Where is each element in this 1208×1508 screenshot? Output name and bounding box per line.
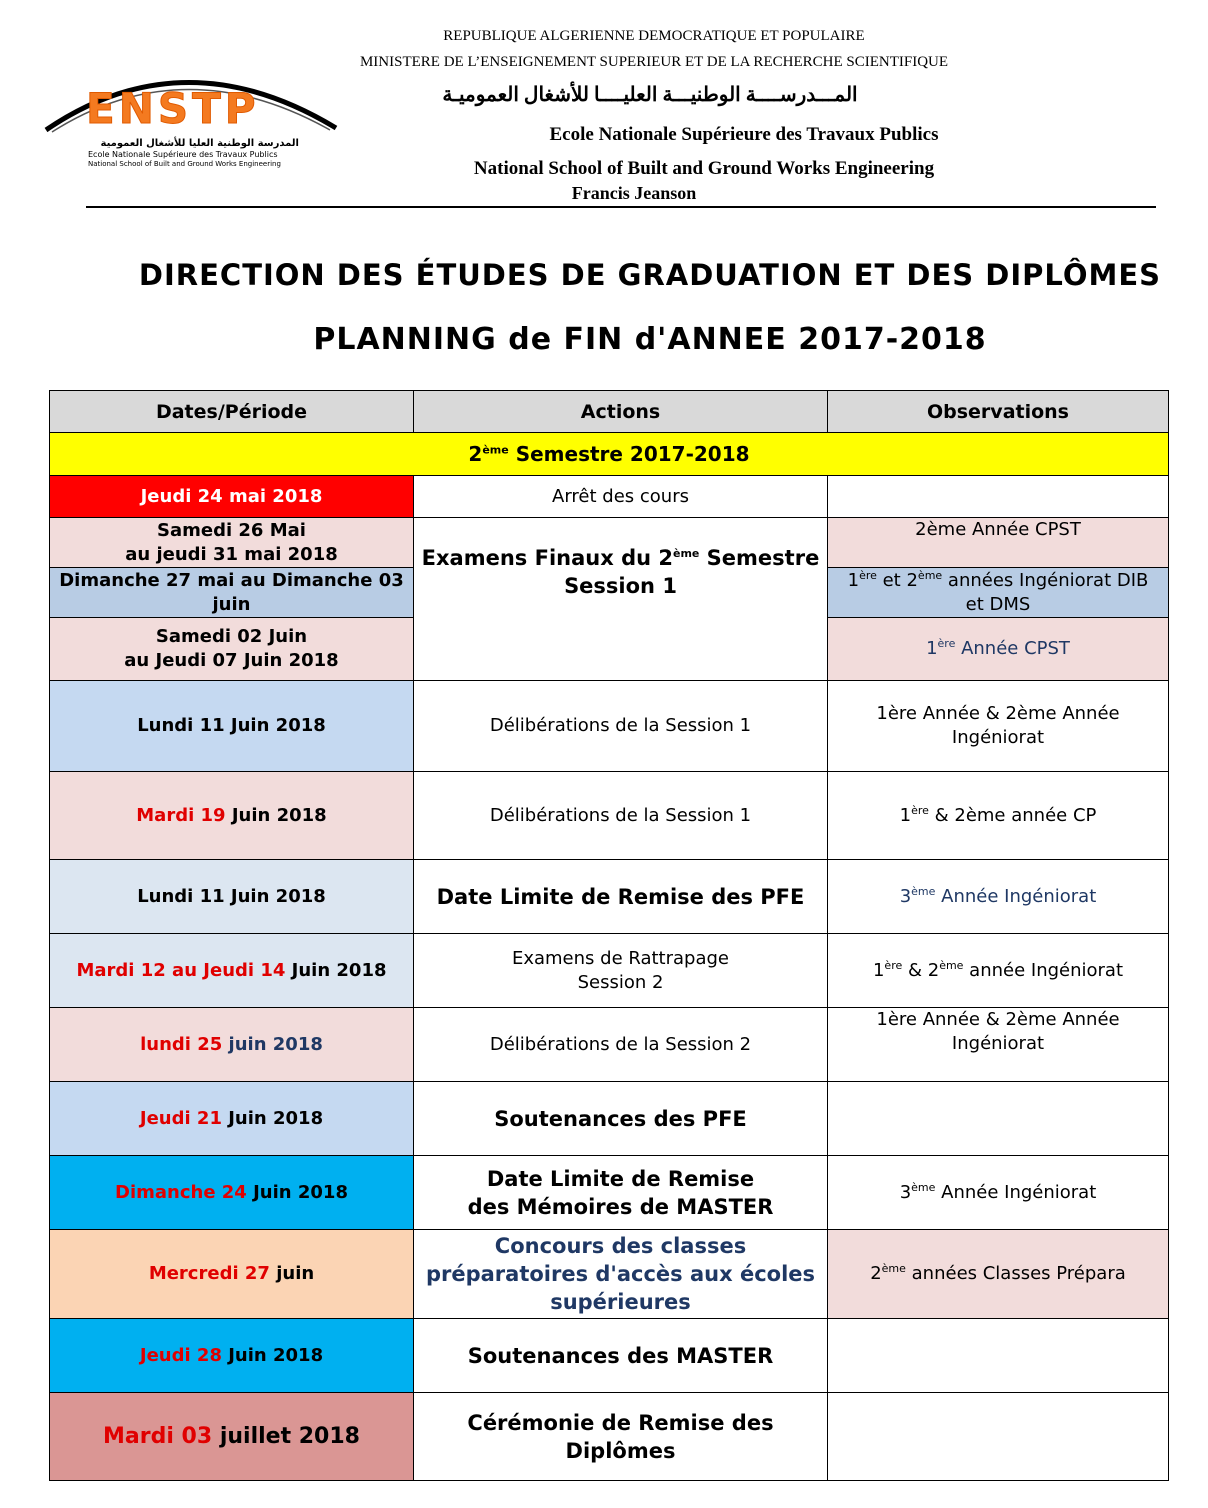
logo-english: National School of Built and Ground Works Engineering bbox=[88, 160, 281, 168]
logo-french: Ecole Nationale Supérieure des Travaux Publics bbox=[88, 150, 278, 159]
table-row bbox=[50, 1393, 1169, 1481]
action-cell: Soutenances des MASTER bbox=[414, 1319, 828, 1393]
action-cell: Soutenances des PFE bbox=[414, 1082, 828, 1156]
date-cell: Mercredi 27 juin bbox=[50, 1230, 414, 1319]
obs-cell: 1ère & 2ème année CP bbox=[828, 772, 1169, 860]
table-row bbox=[50, 1230, 1169, 1319]
table-row bbox=[50, 860, 1169, 934]
school-name-english: National School of Built and Ground Works Engineering bbox=[473, 158, 935, 179]
col-header-actions: Actions bbox=[414, 391, 828, 433]
obs-cell: 2ème Année CPST bbox=[828, 518, 1169, 568]
ministry-line: MINISTERE DE L’ENSEIGNEMENT SUPERIEUR ET DE LA RECHERCHE SCIENTIFIQUE bbox=[359, 54, 949, 70]
table-row bbox=[50, 934, 1169, 1008]
logo-wordmark: ENSTP bbox=[86, 84, 260, 133]
semester-label: 2ème Semestre 2017-2018 bbox=[50, 433, 1169, 476]
action-cell: Délibérations de la Session 2 bbox=[414, 1008, 828, 1082]
school-name-french: Ecole Nationale Supérieure des Travaux Publics bbox=[549, 124, 939, 145]
direction-title: DIRECTION DES ÉTUDES DE GRADUATION ET DES DIPLÔMES bbox=[138, 258, 1162, 292]
date-cell: Dimanche 27 mai au Dimanche 03 juin bbox=[50, 568, 414, 618]
obs-cell bbox=[828, 1393, 1169, 1481]
planning-table bbox=[49, 390, 1169, 1481]
obs-cell: 3ème Année Ingéniorat bbox=[828, 860, 1169, 934]
exam-action-cell: Examens Finaux du 2ème Semestre Session 1 bbox=[414, 518, 828, 681]
obs-cell bbox=[828, 1082, 1169, 1156]
school-subname: Francis Jeanson bbox=[571, 183, 697, 203]
obs-cell: 1ère et 2ème années Ingéniorat DIB et DMS bbox=[828, 568, 1169, 618]
obs-cell: 3ème Année Ingéniorat bbox=[828, 1156, 1169, 1230]
action-cell: Concours des classes préparatoires d'accès aux écoles supérieures bbox=[414, 1230, 828, 1319]
semester-row bbox=[50, 433, 1169, 476]
table-row bbox=[50, 518, 1169, 568]
table-row bbox=[50, 1156, 1169, 1230]
planning-title: PLANNING de FIN d'ANNEE 2017-2018 bbox=[313, 322, 987, 357]
date-cell: Mardi 19 Juin 2018 bbox=[50, 772, 414, 860]
table-row bbox=[50, 772, 1169, 860]
date-cell: Mardi 12 au Jeudi 14 Juin 2018 bbox=[50, 934, 414, 1008]
obs-cell: 1ère Année & 2ème Année Ingéniorat bbox=[828, 1008, 1169, 1082]
republic-line: REPUBLIQUE ALGERIENNE DEMOCRATIQUE ET POPULAIRE bbox=[443, 28, 865, 44]
date-cell: Jeudi 21 Juin 2018 bbox=[50, 1082, 414, 1156]
obs-cell: 1ère Année CPST bbox=[828, 618, 1169, 681]
date-cell: Samedi 26 Mai au jeudi 31 mai 2018 bbox=[50, 518, 414, 568]
col-header-dates: Dates/Période bbox=[50, 391, 414, 433]
table-row bbox=[50, 681, 1169, 772]
date-cell: Dimanche 24 Juin 2018 bbox=[50, 1156, 414, 1230]
date-cell: Jeudi 28 Juin 2018 bbox=[50, 1319, 414, 1393]
logo-arabic: المدرسة الوطنية العليا للأشغال العمومية bbox=[100, 138, 299, 149]
obs-cell: 2ème années Classes Prépara bbox=[828, 1230, 1169, 1319]
obs-cell bbox=[828, 1319, 1169, 1393]
action-cell: Examens de Rattrapage Session 2 bbox=[414, 934, 828, 1008]
date-cell: Jeudi 24 mai 2018 bbox=[50, 476, 414, 518]
header-divider bbox=[86, 206, 1156, 208]
action-cell: Date Limite de Remise des PFE bbox=[414, 860, 828, 934]
date-cell: Lundi 11 Juin 2018 bbox=[50, 860, 414, 934]
table-row bbox=[50, 1082, 1169, 1156]
obs-cell: 1ère Année & 2ème Année Ingéniorat bbox=[828, 681, 1169, 772]
table-row bbox=[50, 476, 1169, 518]
col-header-observations: Observations bbox=[828, 391, 1169, 433]
table-row bbox=[50, 1008, 1169, 1082]
table-row bbox=[50, 1319, 1169, 1393]
enstp-logo bbox=[44, 66, 344, 176]
action-cell: Délibérations de la Session 1 bbox=[414, 681, 828, 772]
date-cell: lundi 25 juin 2018 bbox=[50, 1008, 414, 1082]
action-cell: Arrêt des cours bbox=[414, 476, 828, 518]
date-cell: Samedi 02 Juin au Jeudi 07 Juin 2018 bbox=[50, 618, 414, 681]
date-cell: Mardi 03 juillet 2018 bbox=[50, 1393, 414, 1481]
action-cell: Cérémonie de Remise des Diplômes bbox=[414, 1393, 828, 1481]
date-cell: Lundi 11 Juin 2018 bbox=[50, 681, 414, 772]
obs-cell bbox=[828, 476, 1169, 518]
action-cell: Délibérations de la Session 1 bbox=[414, 772, 828, 860]
school-name-arabic: المـــدرســــة الوطنيـــة العليــــا للأشغال العموميـة bbox=[442, 84, 858, 106]
obs-cell: 1ère & 2ème année Ingéniorat bbox=[828, 934, 1169, 1008]
action-cell: Date Limite de Remise des Mémoires de MASTER bbox=[414, 1156, 828, 1230]
table-header-row bbox=[50, 391, 1169, 433]
